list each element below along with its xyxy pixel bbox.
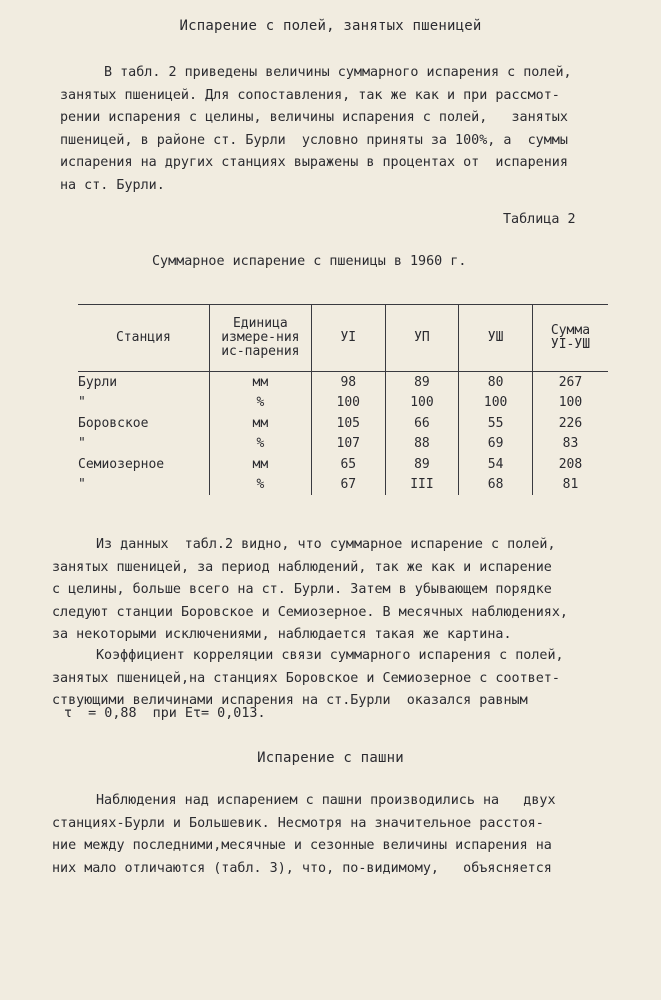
cell-station: " [78, 477, 86, 493]
text-line: ние между последними,месячные и сезонные величины испарения на [52, 838, 552, 853]
cell-value: 208 [532, 454, 608, 475]
header-station: Станция [78, 305, 209, 372]
text-line: пшеницей, в районе ст. Бурли условно приняты за 100%, а суммы [60, 132, 568, 148]
table-row [78, 413, 608, 434]
cell-unit: % [209, 393, 311, 414]
header-sum: Сумма УI-УШ [532, 305, 608, 372]
text-line: Из данных табл.2 видно, что суммарное испарение с полей, [96, 537, 556, 552]
table-caption: Суммарное испарение с пшеницы в 1960 г. [152, 254, 467, 269]
cell-value: 100 [311, 393, 385, 414]
text-line: занятых пшеницей,на станциях Боровское и Семиозерное с соответ- [52, 670, 560, 686]
table-row [78, 393, 608, 414]
text-line: ствующими величинами испарения на ст.Бурли оказался равным [52, 693, 528, 708]
cell-value: 267 [532, 372, 608, 393]
cell-value: 69 [459, 434, 533, 455]
cell-value: 89 [385, 372, 459, 393]
paragraph-plowland [52, 790, 556, 880]
header-july: УП [385, 305, 459, 372]
header-august: УШ [459, 305, 533, 372]
cell-unit: % [209, 434, 311, 455]
cell-value: 105 [311, 413, 385, 434]
text-line: станциях-Бурли и Большевик. Несмотря на значительное расстоя- [52, 815, 544, 831]
text-line: Коэффициент корреляции связи суммарного испарения с полей, [96, 648, 564, 663]
cell-unit: мм [209, 454, 311, 475]
text-line: них мало отличаются (табл. 3), что, по-видимому, объясняется [52, 860, 552, 876]
text-line: занятых пшеницей. Для сопоставления, так же как и при рассмот- [60, 87, 560, 103]
cell-value: 107 [311, 434, 385, 455]
cell-value: 89 [385, 454, 459, 475]
paragraph-analysis [52, 534, 568, 647]
cell-value: III [385, 475, 459, 496]
cell-value: 55 [459, 413, 533, 434]
table-row [78, 475, 608, 496]
cell-value: 226 [532, 413, 608, 434]
cell-value: 100 [385, 393, 459, 414]
cell-value: 100 [532, 393, 608, 414]
cell-value: 88 [385, 434, 459, 455]
cell-value: 65 [311, 454, 385, 475]
text-line: на ст. Бурли. [60, 177, 165, 193]
text-line: рении испарения с целины, величины испарения с полей, занятых [60, 110, 568, 125]
text-line: следуют станции Боровское и Семиозерное. В месячных наблюдениях, [52, 604, 568, 620]
evaporation-table [78, 304, 608, 495]
cell-value: 66 [385, 413, 459, 434]
cell-unit: мм [209, 413, 311, 434]
cell-value: 98 [311, 372, 385, 393]
text-line: занятых пшеницей, за период наблюдений, так же как и испарение [52, 559, 552, 575]
table-row [78, 434, 608, 455]
cell-unit: % [209, 475, 311, 496]
header-june: УI [311, 305, 385, 372]
cell-value: 54 [459, 454, 533, 475]
cell-value: 81 [532, 475, 608, 496]
cell-value: 80 [459, 372, 533, 393]
cell-value: 67 [311, 475, 385, 496]
text-line: испарения на других станциях выражены в процентах от испарения [60, 155, 568, 170]
cell-unit: мм [209, 372, 311, 393]
correlation-formula: τ = 0,88 при Eτ= 0,013. [64, 706, 266, 721]
cell-value: 83 [532, 434, 608, 455]
cell-station: Бурли [78, 374, 118, 390]
cell-value: 100 [459, 393, 533, 414]
cell-station: " [78, 395, 86, 411]
table-row [78, 372, 608, 393]
header-unit: Единица измере-ния ис-парения [209, 305, 311, 372]
text-line: В табл. 2 приведены величины суммарного испарения с полей, [104, 65, 572, 80]
section-title-wheat: Испарение с полей, занятых пшеницей [179, 18, 482, 34]
paragraph-intro [60, 62, 572, 197]
paragraph-correlation [52, 645, 564, 713]
cell-value: 68 [459, 475, 533, 496]
cell-station: Боровское [78, 415, 149, 431]
table-label: Таблица 2 [503, 212, 576, 227]
text-line: за некоторыми исключениями, наблюдается такая же картина. [52, 627, 512, 642]
text-line: с целины, больше всего на ст. Бурли. Затем в убывающем порядке [52, 582, 552, 597]
cell-station: Семиозерное [78, 456, 165, 472]
text-line: Наблюдения над испарением с пашни производились на двух [96, 793, 556, 808]
cell-station: " [78, 436, 86, 452]
section-title-plowland: Испарение с пашни [257, 750, 404, 766]
table-header-row [78, 305, 608, 372]
table-row [78, 454, 608, 475]
